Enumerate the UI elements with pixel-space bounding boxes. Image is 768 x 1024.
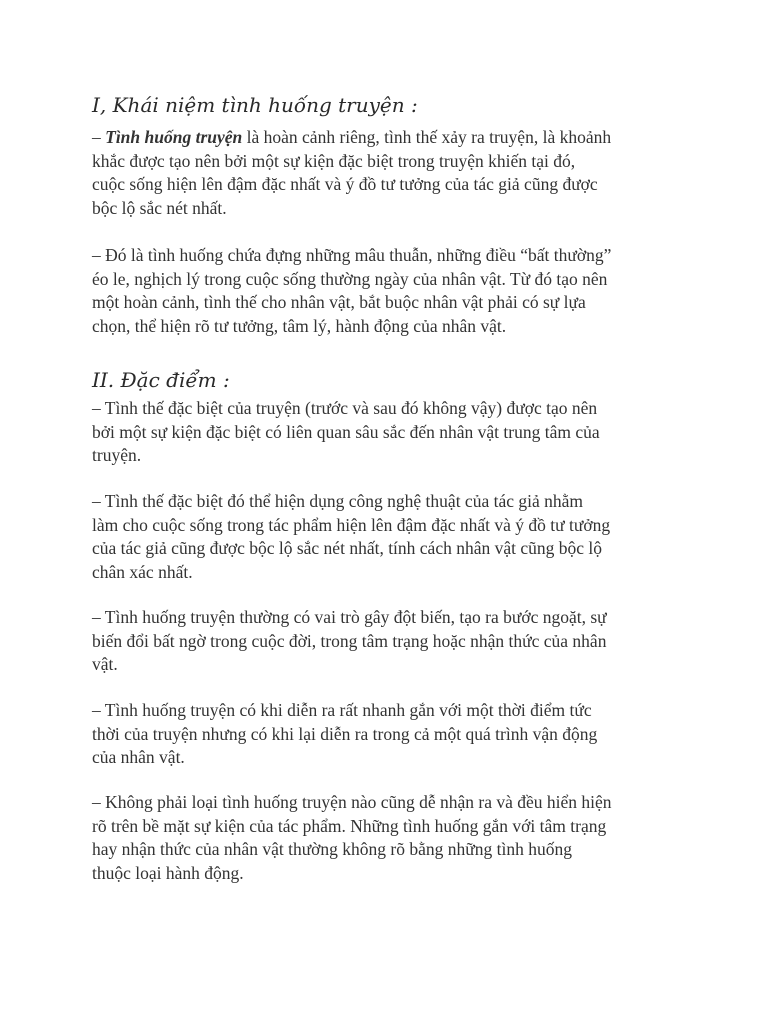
- dash-mark: –: [92, 127, 106, 147]
- section-2-paragraph-5: [92, 791, 692, 885]
- paragraph-line: – Tình thế đặc biệt của truyện (trước và sau đó không vậy) được tạo nên: [92, 398, 598, 418]
- paragraph-line: [92, 126, 692, 150]
- section-2-paragraph-3: [92, 606, 692, 677]
- paragraph-line: thuộc loại hành động.: [92, 862, 244, 883]
- paragraph-line: – Tình huống truyện thường có vai trò gây đột biến, tạo ra bước ngoặt, sự: [92, 607, 607, 627]
- section-2-heading: II. Đặc điểm :: [92, 368, 230, 392]
- paragraph-line: làm cho cuộc sống trong tác phẩm hiện lên đậm đặc nhất và ý đồ tư tưởng: [92, 514, 611, 535]
- key-term: Tình huống truyện: [105, 127, 243, 147]
- paragraph-line: truyện.: [92, 445, 142, 465]
- paragraph-line: vật.: [92, 654, 118, 674]
- paragraph-line: chọn, thể hiện rõ tư tưởng, tâm lý, hành động của nhân vật.: [92, 315, 507, 336]
- paragraph-line: éo le, nghịch lý trong cuộc sống thường ngày của nhân vật. Từ đó tạo nên: [92, 268, 608, 289]
- paragraph-line: bởi một sự kiện đặc biệt có liên quan sâu sắc đến nhân vật trung tâm của: [92, 421, 600, 442]
- paragraph-line: – Không phải loại tình huống truyện nào cũng dễ nhận ra và đều hiển hiện: [92, 792, 612, 812]
- paragraph-line: hay nhận thức của nhân vật thường không rõ bằng những tình huống: [92, 839, 572, 859]
- paragraph-line: biến đổi bất ngờ trong cuộc đời, trong tâm trạng hoặc nhận thức của nhân: [92, 630, 607, 651]
- section-2-paragraph-2: [92, 490, 692, 584]
- section-1-paragraph-2: [92, 244, 692, 338]
- paragraph-line: của tác giả cũng được bộc lộ sắc nét nhất, tính cách nhân vật cũng bộc lộ: [92, 538, 603, 558]
- line-text: là hoàn cảnh riêng, tình thế xảy ra truyện, là khoảnh: [242, 127, 612, 147]
- paragraph-line: – Tình huống truyện có khi diễn ra rất nhanh gắn với một thời điểm tức: [92, 700, 592, 720]
- paragraph-line: một hoàn cảnh, tình thế cho nhân vật, bắt buộc nhân vật phải có sự lựa: [92, 292, 586, 312]
- paragraph-line: – Đó là tình huống chứa đựng những mâu thuẫn, những điều “bất thường”: [92, 245, 612, 265]
- paragraph-line: – Tình thế đặc biệt đó thể hiện dụng công nghệ thuật của tác giả nhằm: [92, 491, 583, 511]
- paragraph-line: thời của truyện nhưng có khi lại diễn ra trong cả một quá trình vận động: [92, 723, 598, 744]
- section-2-paragraph-4: [92, 699, 692, 770]
- paragraph-line: cuộc sống hiện lên đậm đặc nhất và ý đồ tư tưởng của tác giả cũng được: [92, 174, 598, 194]
- paragraph-line: của nhân vật.: [92, 747, 185, 767]
- paragraph-line: bộc lộ sắc nét nhất.: [92, 197, 227, 218]
- paragraph-line: khắc được tạo nên bởi một sự kiện đặc biệt trong truyện khiến tại đó,: [92, 150, 576, 171]
- paragraph-line: chân xác nhất.: [92, 561, 193, 582]
- section-2-paragraph-1: [92, 397, 692, 468]
- section-1-paragraph-1: [92, 126, 692, 220]
- section-1-heading: I, Khái niệm tình huống truyện :: [92, 93, 418, 117]
- paragraph-line: rõ trên bề mặt sự kiện của tác phẩm. Những tình huống gắn với tâm trạng: [92, 815, 607, 836]
